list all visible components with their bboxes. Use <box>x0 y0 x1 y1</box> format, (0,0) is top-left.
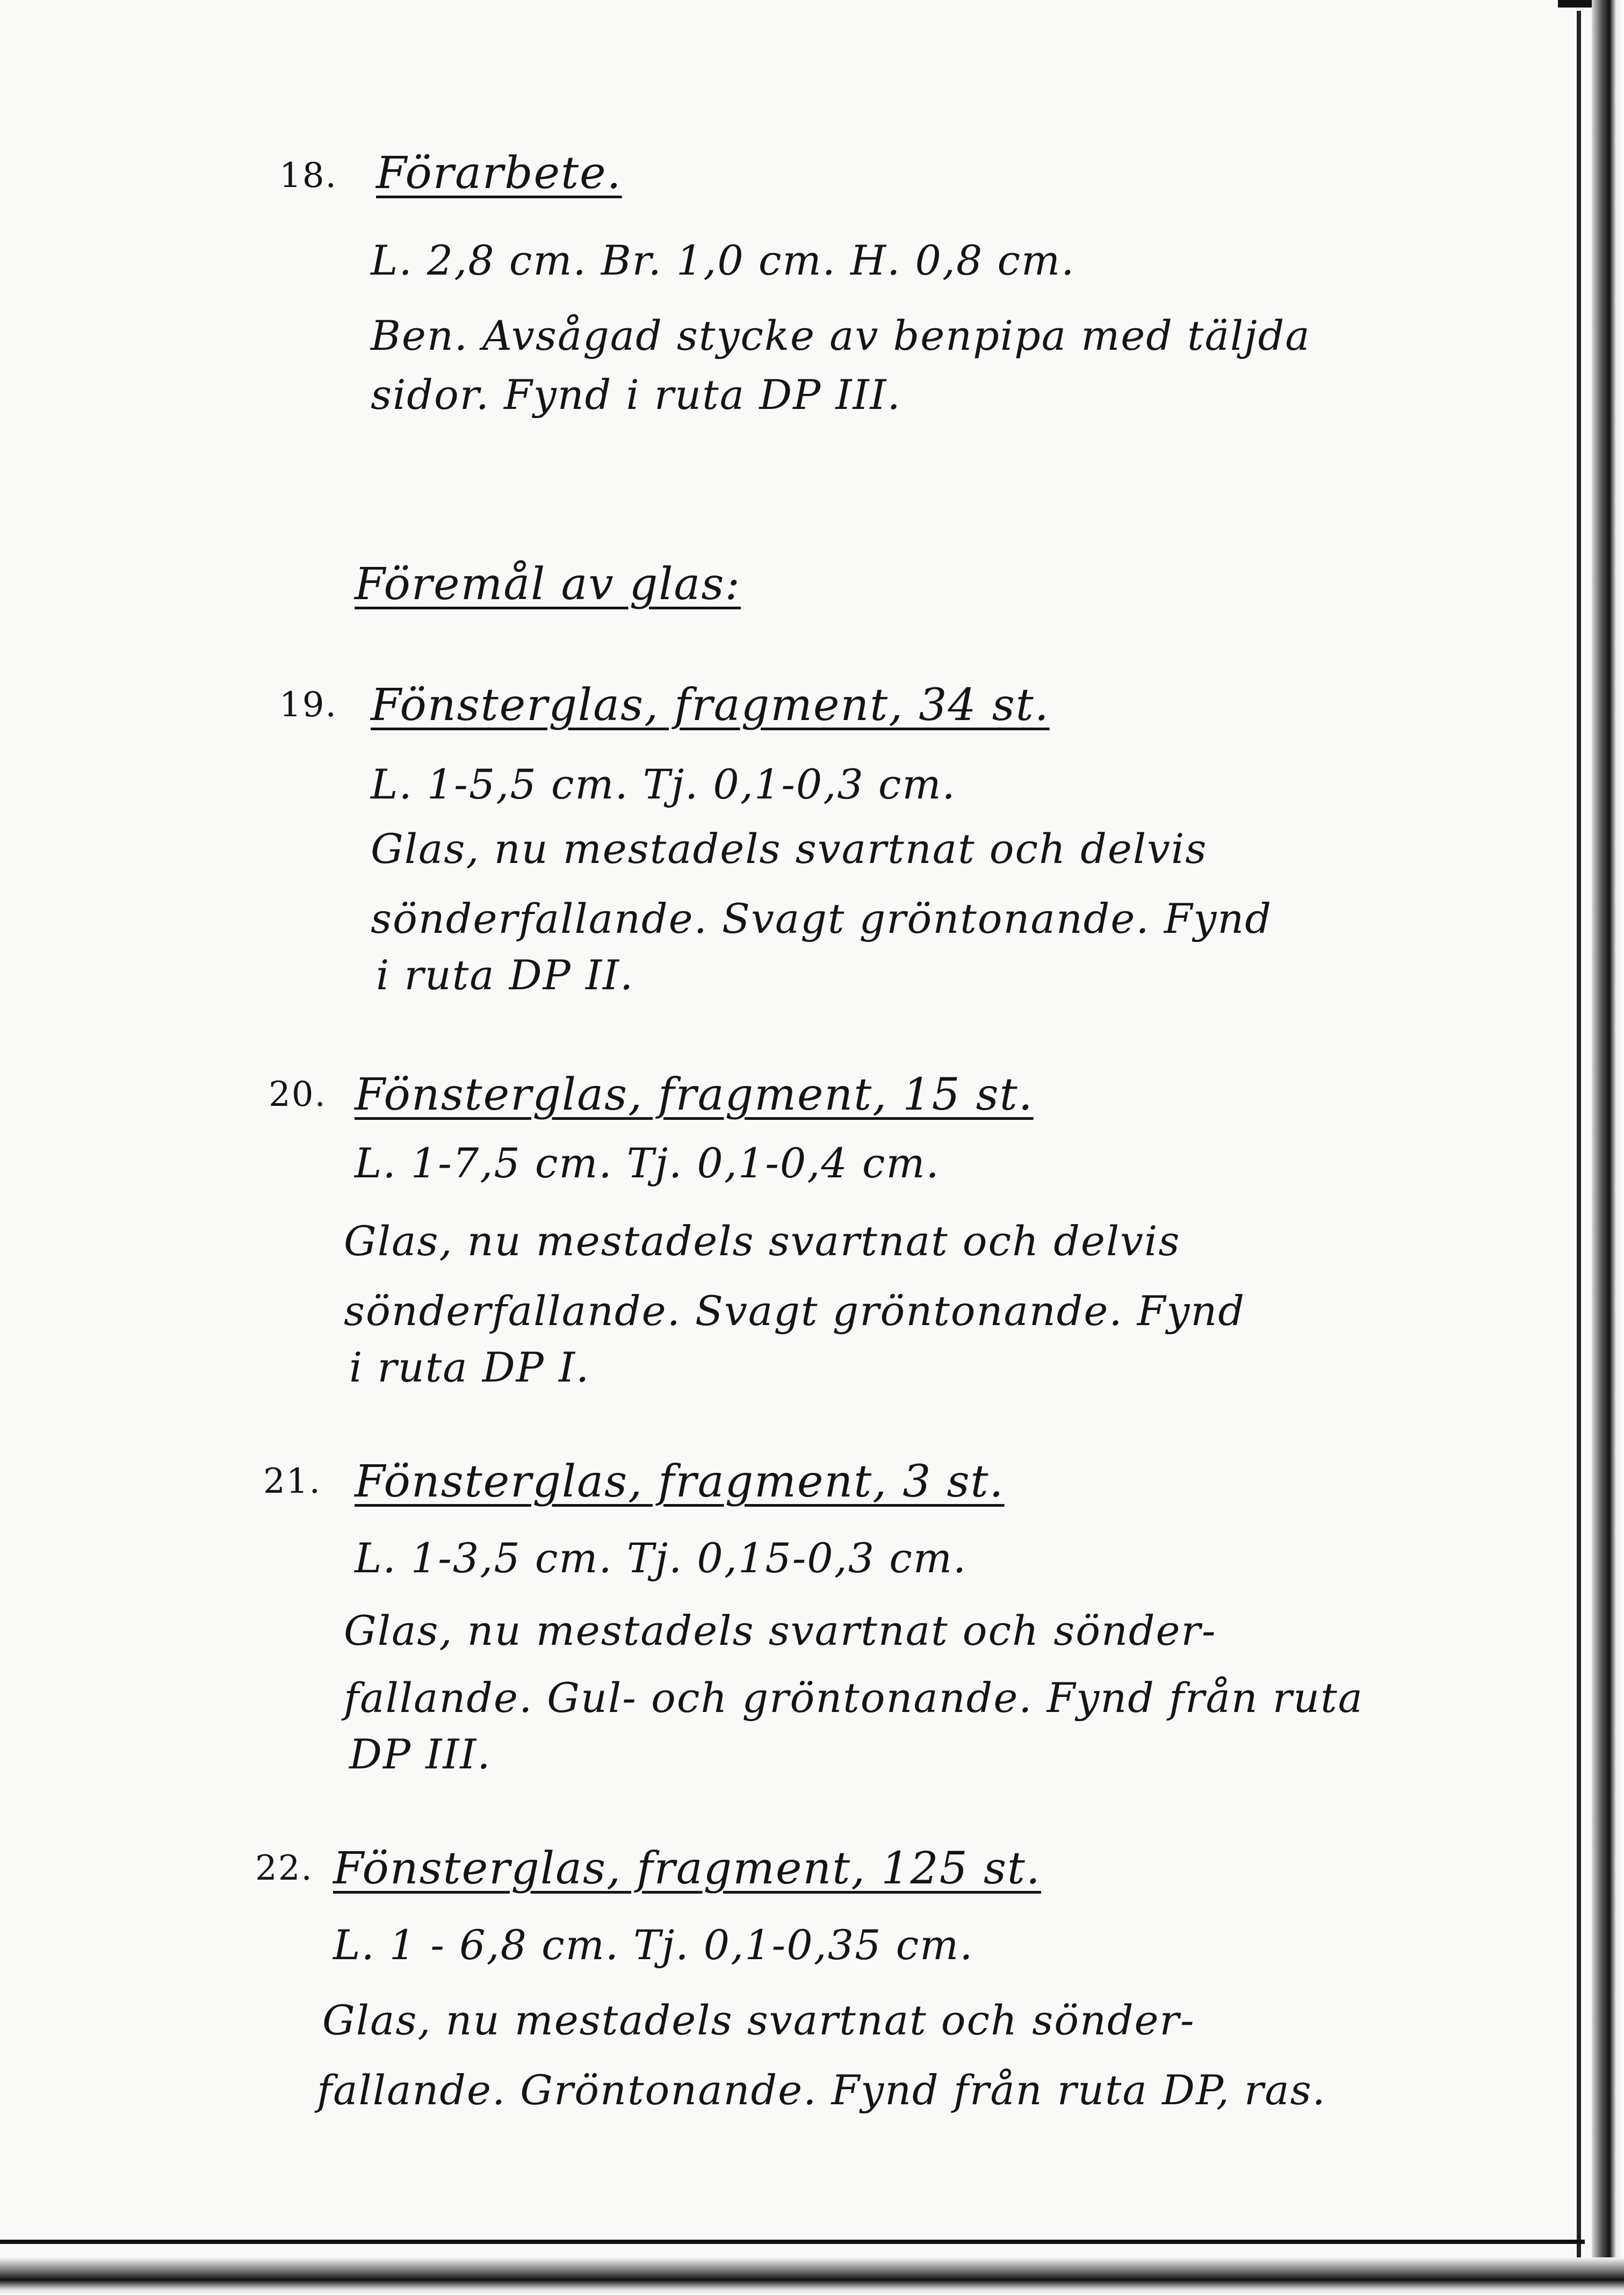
entry-18-line-1: L. 2,8 cm. Br. 1,0 cm. H. 0,8 cm. <box>371 236 1076 284</box>
entry-18-line-3: sidor. Fynd i rutа DP III. <box>371 371 901 419</box>
entry-19-line-2: Glas, nu mestadels svartnat och delvis <box>371 825 1208 873</box>
entry-21-number: 21. <box>263 1462 321 1501</box>
entry-20-line-1: L. 1-7,5 cm. Tj. 0,1-0,4 cm. <box>355 1139 940 1187</box>
scan-edge-right <box>1592 0 1624 2295</box>
entry-19-line-4: i ruta DP II. <box>376 951 634 999</box>
entry-18-line-2: Ben. Avsågad stycke av benpipa med täljda <box>371 312 1311 359</box>
entry-22-number: 22. <box>255 1848 313 1888</box>
entry-20-line-4: i ruta DP I. <box>349 1343 590 1391</box>
entry-18-number: 18. <box>279 156 337 196</box>
entry-21-line-4: DP III. <box>349 1730 492 1778</box>
entry-22-line-2: Glas, nu mestadels svartnat och sönder- <box>322 1996 1195 2044</box>
entry-20-line-2: Glas, nu mestadels svartnat och delvis <box>344 1217 1181 1265</box>
page-binding-line <box>1577 11 1581 2268</box>
page-bottom-line <box>0 2240 1585 2244</box>
entry-19-line-1: L. 1-5,5 cm. Tj. 0,1-0,3 cm. <box>371 760 956 808</box>
entry-21-line-1: L. 1-3,5 cm. Tj. 0,15-0,3 cm. <box>355 1534 968 1582</box>
entry-21-line-2: Glas, nu mestadels svartnat och sönder- <box>344 1607 1217 1654</box>
entry-22-line-1: L. 1 - 6,8 cm. Tj. 0,1-0,35 cm. <box>333 1921 974 1969</box>
entry-22-title: Fönsterglas, fragment, 125 st. <box>333 1843 1041 1894</box>
entry-20-title: Fönsterglas, fragment, 15 st. <box>355 1069 1034 1120</box>
entry-21-line-3: fallande. Gul- och gröntonande. Fynd från ruta <box>344 1674 1364 1722</box>
entry-19-number: 19. <box>279 685 337 725</box>
scan-edge-bottom <box>0 2257 1624 2295</box>
section-heading: Föremål av glas: <box>355 559 741 610</box>
entry-21-title: Fönsterglas, fragment, 3 st. <box>355 1456 1005 1507</box>
entry-19-line-3: sönderfallande. Svagt gröntonande. Fynd <box>371 895 1272 943</box>
entry-22-line-3: fallande. Gröntonande. Fynd från ruta DP, ras. <box>317 2066 1326 2114</box>
entry-20-line-3: sönderfallande. Svagt gröntonande. Fynd <box>344 1287 1245 1335</box>
entry-19-title: Fönsterglas, fragment, 34 st. <box>371 680 1050 731</box>
entry-20-number: 20. <box>269 1075 327 1114</box>
entry-18-title: Förarbete. <box>376 148 622 199</box>
